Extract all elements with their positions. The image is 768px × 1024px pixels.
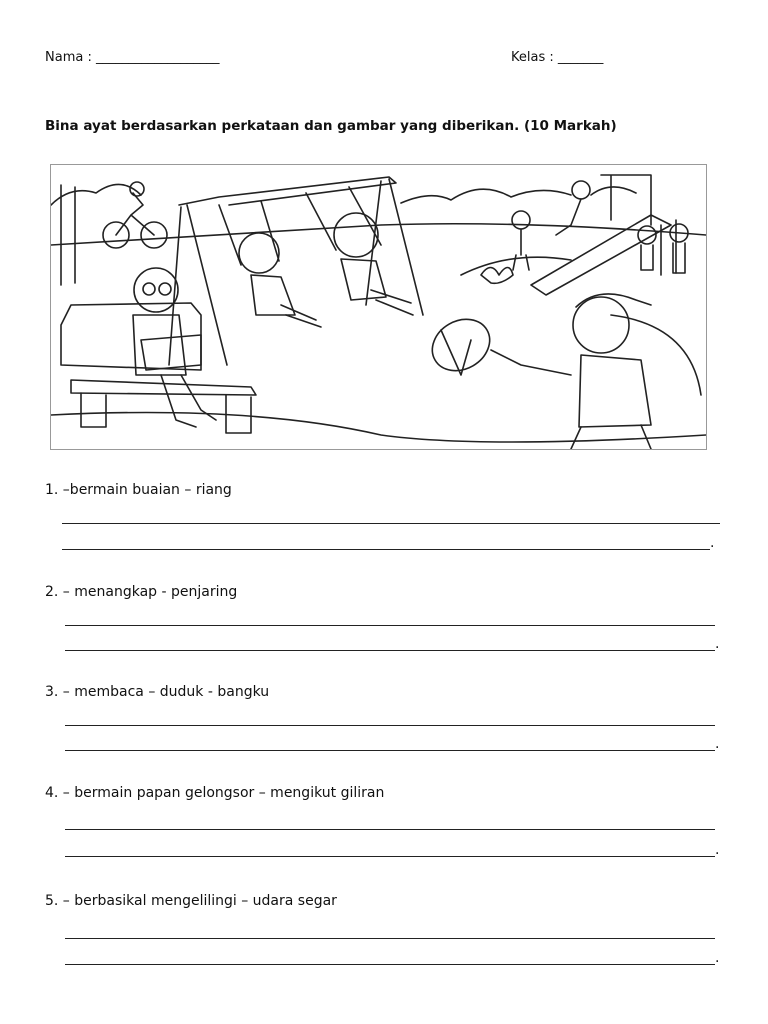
question-3: 3. – membaca – duduk - bangku bbox=[45, 684, 270, 700]
line-period: . bbox=[710, 535, 715, 551]
answer-line[interactable] bbox=[65, 750, 715, 751]
line-period: . bbox=[715, 736, 720, 752]
question-2: 2. – menangkap - penjaring bbox=[45, 584, 238, 600]
line-period: . bbox=[715, 636, 720, 652]
answer-line[interactable] bbox=[65, 938, 715, 939]
line-period: . bbox=[715, 950, 720, 966]
answer-line[interactable] bbox=[62, 549, 710, 550]
playground-illustration bbox=[50, 164, 707, 450]
class-field-label: Kelas : _______ bbox=[511, 50, 604, 65]
answer-line[interactable] bbox=[65, 650, 715, 651]
question-5: 5. – berbasikal mengelilingi – udara segar bbox=[45, 893, 337, 909]
answer-line[interactable] bbox=[65, 856, 715, 857]
answer-line[interactable] bbox=[65, 725, 715, 726]
answer-line[interactable] bbox=[65, 964, 715, 965]
instruction-text: Bina ayat berdasarkan perkataan dan gambar yang diberikan. (10 Markah) bbox=[45, 118, 617, 134]
question-4: 4. – bermain papan gelongsor – mengikut giliran bbox=[45, 785, 385, 801]
answer-line[interactable] bbox=[62, 523, 720, 524]
question-1: 1. –bermain buaian – riang bbox=[45, 482, 232, 498]
answer-line[interactable] bbox=[65, 625, 715, 626]
answer-line[interactable] bbox=[65, 829, 715, 830]
name-field-label: Nama : ___________________ bbox=[45, 50, 220, 65]
line-period: . bbox=[715, 842, 720, 858]
